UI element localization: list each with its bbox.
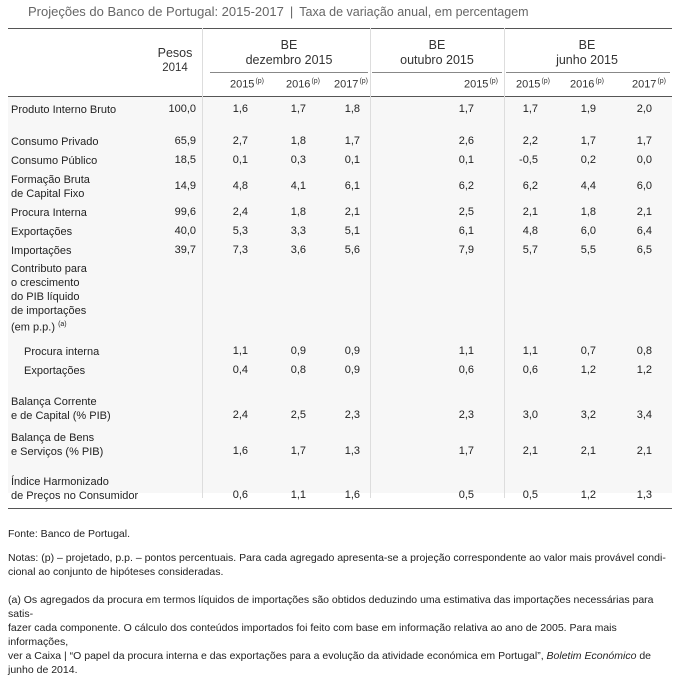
table-cell: 2,1 [636,206,652,218]
table-cell: 1,7 [458,103,474,115]
group-line2: junho 2015 [556,53,618,67]
header-group-dezembro [210,38,368,68]
table-cell: 2,4 [232,409,248,421]
column-divider [202,28,203,498]
table-cell: 1,2 [580,489,596,501]
table-cell: 2,3 [344,409,360,421]
table-cell: 18,5 [174,154,196,166]
table-cell: 3,4 [636,409,652,421]
table-cell: 4,8 [522,225,538,237]
table-cell: 7,3 [232,244,248,256]
bottom-rule [8,508,672,509]
table-cell: 2,0 [636,103,652,115]
table-cell: 0,6 [458,364,474,376]
group-underline [506,72,670,73]
table-cell: 0,0 [636,154,652,166]
table-cell: 2,1 [522,445,538,457]
table-cell: 1,2 [580,364,596,376]
table-cell: -0,5 [519,154,538,166]
table-cell: 5,5 [580,244,596,256]
table-cell: 100,0 [168,103,196,115]
group-line1: BE [280,38,298,52]
table-cell: 1,6 [232,103,248,115]
table-cell: 0,9 [344,345,360,357]
row-label: Consumo Público [11,155,98,167]
table-cell: 1,8 [290,206,306,218]
row-label: Consumo Privado [11,136,99,148]
column-divider [504,28,505,498]
table-cell: 2,6 [458,135,474,147]
row-label: Contributo para o crescimento do PIB líquido de importações (em p.p.) $^{(a)}$ [11,263,87,334]
year-header: 2016$^{(p)}$ [285,78,320,91]
row-label: Balança de Bens e Serviços (% PIB) [11,432,104,458]
year-header: 2015$^{(p)}$ [229,78,264,91]
table-cell: 0,5 [458,489,474,501]
table-cell: 1,9 [580,103,596,115]
table-cell: 0,6 [522,364,538,376]
year-header: 2017$^{(p)}$ [631,78,666,91]
header-group-outubro [372,38,502,68]
table-cell: 1,2 [636,364,652,376]
table-cell: 99,6 [174,206,196,218]
table-cell: 6,1 [458,225,474,237]
table-cell: 1,8 [580,206,596,218]
year-header: 2015$^{(p)}$ [515,78,550,91]
table-cell: 4,1 [290,180,306,192]
table-cell: 0,3 [290,154,306,166]
footer-source: Fonte: Banco de Portugal. [8,528,130,540]
table-cell: 1,6 [344,489,360,501]
table-cell: 2,5 [290,409,306,421]
table-title [28,4,529,19]
table-cell: 40,0 [174,225,196,237]
table-cell: 5,6 [344,244,360,256]
table-cell: 1,8 [290,135,306,147]
table-cell: 1,1 [290,489,306,501]
header-pesos-label: Pesos [157,46,193,60]
top-rule [8,28,672,29]
table-cell: 1,7 [636,135,652,147]
table-cell: 6,0 [636,180,652,192]
table-cell: 39,7 [174,244,196,256]
group-line1: BE [428,38,446,52]
table-cell: 1,3 [344,445,360,457]
table-cell: 0,5 [522,489,538,501]
year-header: 2017$^{(p)}$ [333,78,368,91]
table-cell: 0,2 [580,154,596,166]
group-underline [210,72,368,73]
table-cell: 0,8 [290,364,306,376]
table-cell: 14,9 [174,180,196,192]
table-cell: 2,1 [522,206,538,218]
column-divider [370,28,371,498]
row-label: Balança Corrente e de Capital (% PIB) [11,396,111,422]
group-underline [372,72,502,73]
table-cell: 5,1 [344,225,360,237]
table-cell: 6,0 [580,225,596,237]
table-cell: 0,1 [458,154,474,166]
table-cell: 2,1 [344,206,360,218]
title-subtitle: Taxa de variação anual, em percentagem [299,5,529,19]
table-cell: 6,4 [636,225,652,237]
table-cell: 1,7 [580,135,596,147]
table-cell: 1,1 [522,345,538,357]
table-cell: 0,6 [232,489,248,501]
group-line2: dezembro 2015 [245,53,333,67]
table-cell: 1,1 [458,345,474,357]
row-label: Importações [11,245,72,257]
table-cell: 6,2 [522,180,538,192]
row-label: Índice Harmonizado de Preços no Consumidor [11,476,139,502]
title-separator: | [289,4,294,19]
table-cell: 0,9 [344,364,360,376]
table-cell: 7,9 [458,244,474,256]
row-label: Formação Bruta de Capital Fixo [11,174,90,200]
table-cell: 0,9 [290,345,306,357]
table-cell: 0,7 [580,345,596,357]
header-group-junho [506,38,668,68]
table-cell: 5,3 [232,225,248,237]
table-cell: 0,4 [232,364,248,376]
table-cell: 4,8 [232,180,248,192]
table-cell: 1,8 [344,103,360,115]
table-cell: 2,7 [232,135,248,147]
table-cell: 0,1 [232,154,248,166]
year-header: 2015$^{(p)}$ [463,78,498,91]
row-label: Exportações [11,226,73,238]
table-cell: 6,1 [344,180,360,192]
table-cell: 1,7 [290,445,306,457]
table-cell: 65,9 [174,135,196,147]
table-cell: 6,5 [636,244,652,256]
table-cell: 2,2 [522,135,538,147]
table-cell: 3,0 [522,409,538,421]
table-cell: 1,7 [344,135,360,147]
row-label: Produto Interno Bruto [11,104,117,116]
table-cell: 2,1 [580,445,596,457]
group-line2: outubro 2015 [400,53,474,67]
title-main: Projeções do Banco de Portugal: 2015-2017 [28,4,284,19]
table-cell: 1,3 [636,489,652,501]
table-cell: 3,3 [290,225,306,237]
table-cell: 6,2 [458,180,474,192]
table-cell: 4,4 [580,180,596,192]
row-label: Exportações [24,365,86,377]
table-cell: 1,1 [232,345,248,357]
table-cell: 3,2 [580,409,596,421]
header-pesos-year: 2014 [162,62,188,74]
group-line1: BE [578,38,596,52]
row-label: Procura interna [24,346,100,358]
table-cell: 5,7 [522,244,538,256]
table-cell: 2,1 [636,445,652,457]
row-label: Procura Interna [11,207,87,219]
table-cell: 2,5 [458,206,474,218]
table-cell: 1,7 [522,103,538,115]
header-pesos [150,46,200,76]
table-cell: 0,8 [636,345,652,357]
table-cell: 1,6 [232,445,248,457]
table-cell: 1,7 [458,445,474,457]
table-cell: 2,4 [232,206,248,218]
year-header: 2016$^{(p)}$ [569,78,604,91]
table-cell: 0,1 [344,154,360,166]
table-cell: 1,7 [290,103,306,115]
table-cell: 2,3 [458,409,474,421]
header-rule [8,96,672,97]
footer-notes: Notas: (p) – projetado, p.p. – pontos percentuais. Para cada agregado apresenta-se a projeção correspondente ao valor mais provável condi- cional ao conjunto de hipóteses consideradas. [8,552,666,578]
footer-note-a: (a) Os agregados da procura em termos líquidos de importações são obtidos deduzindo uma estimativa das importações necessárias para satis- fazer cada componente. O cálculo dos conteúdos importados foi feito com base em informação relativa ao ano de 2005. Para mais informações, ver a Caixa | “O papel da procura interna e das exportações para a evolução da atividade económica em Portugal”, Boletim Económico de junho de 2014. [8,594,654,676]
table-cell: 3,6 [290,244,306,256]
